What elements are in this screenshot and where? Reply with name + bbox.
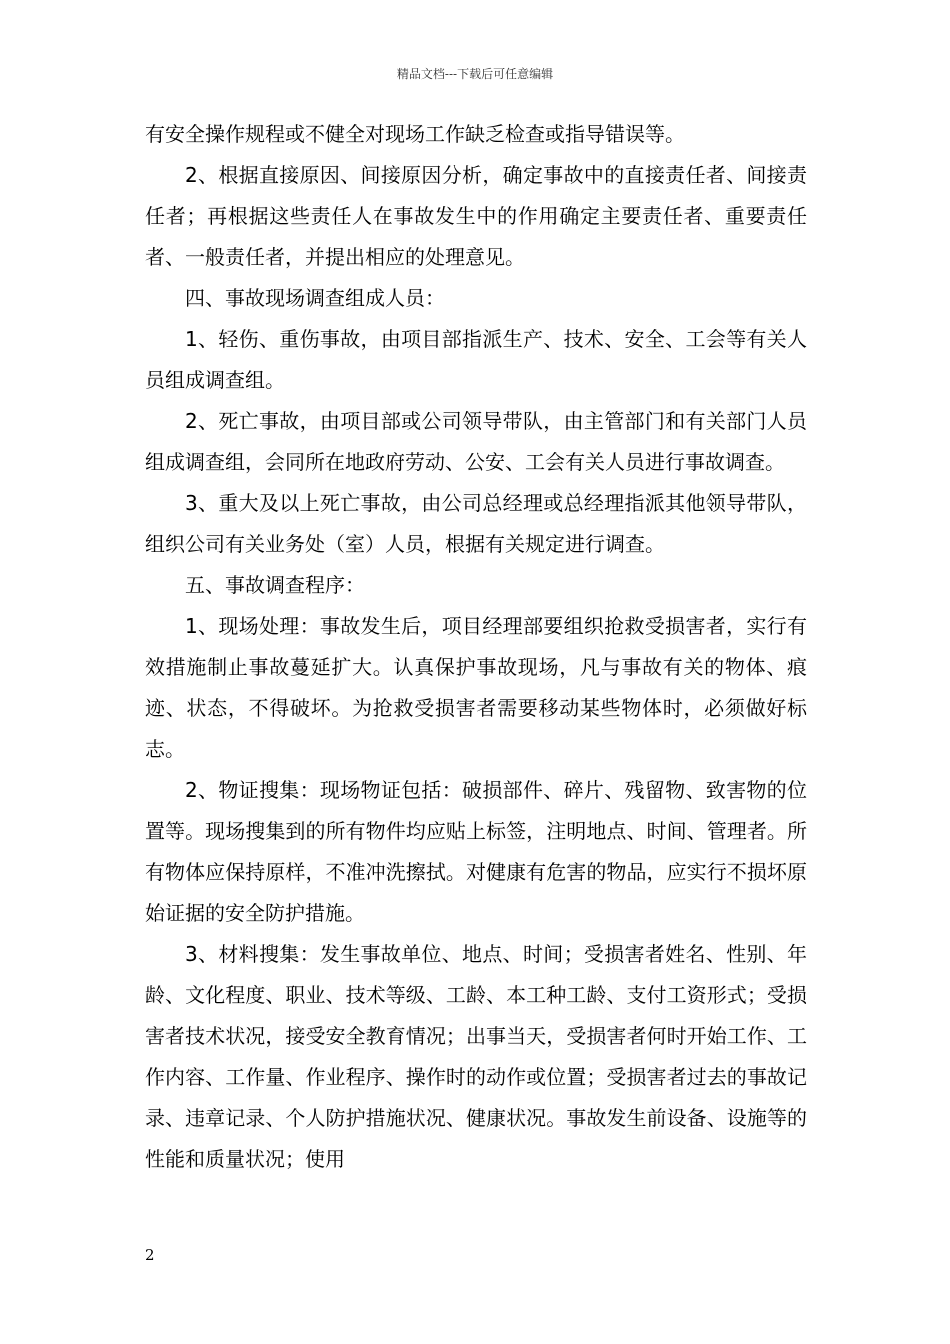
paragraph: 2、物证搜集：现场物证包括：破损部件、碎片、残留物、致害物的位置等。现场搜集到的所有物件均应贴上标签，注明地点、时间、管理者。所有物体应保持原样，不准冲洗擦拭。对健康有危害的物品，应实行不损坏原始证据的安全防护措施。 [145,778,807,925]
section-heading: 四、事故现场调查组成人员： [185,286,445,310]
paragraph: 2、根据直接原因、间接原因分析，确定事故中的直接责任者、间接责任者；再根据这些责任人在事故发生中的作用确定主要责任者、重要责任者、一般责任者，并提出相应的处理意见。 [145,163,807,269]
paragraph: 3、材料搜集：发生事故单位、地点、时间；受损害者姓名、性别、年龄、文化程度、职业、技术等级、工龄、本工种工龄、支付工资形式；受损害者技术状况，接受安全教育情况；出事当天，受损害者何时开始工作、工作内容、工作量、作业程序、操作时的动作或位置；受损害者过去的事故记录、违章记录、个人防护措施状况、健康状况。事故发生前设备、设施等的性能和质量状况；使用 [145,942,807,1171]
paragraph: 3、重大及以上死亡事故，由公司总经理或总经理指派其他领导带队，组织公司有关业务处（室）人员，根据有关规定进行调查。 [145,491,807,556]
paragraph: 1、现场处理：事故发生后，项目经理部要组织抢救受损害者，实行有效措施制止事故蔓延扩大。认真保护事故现场，凡与事故有关的物体、痕迹、状态，不得破坏。为抢救受损害者需要移动某些物体时，必须做好标志。 [145,614,807,761]
paragraph: 有安全操作规程或不健全对现场工作缺乏检查或指导错误等。 [145,122,685,146]
document-body [145,114,807,1180]
section-heading: 五、事故调查程序： [185,573,365,597]
paragraph: 2、死亡事故，由项目部或公司领导带队，由主管部门和有关部门人员组成调查组，会同所在地政府劳动、公安、工会有关人员进行事故调查。 [145,409,807,474]
paragraph: 1、轻伤、重伤事故，由项目部指派生产、技术、安全、工会等有关人员组成调查组。 [145,327,807,392]
page-header: 精品文档---下载后可任意编辑 [396,67,554,81]
page-number: 2 [145,1246,155,1264]
